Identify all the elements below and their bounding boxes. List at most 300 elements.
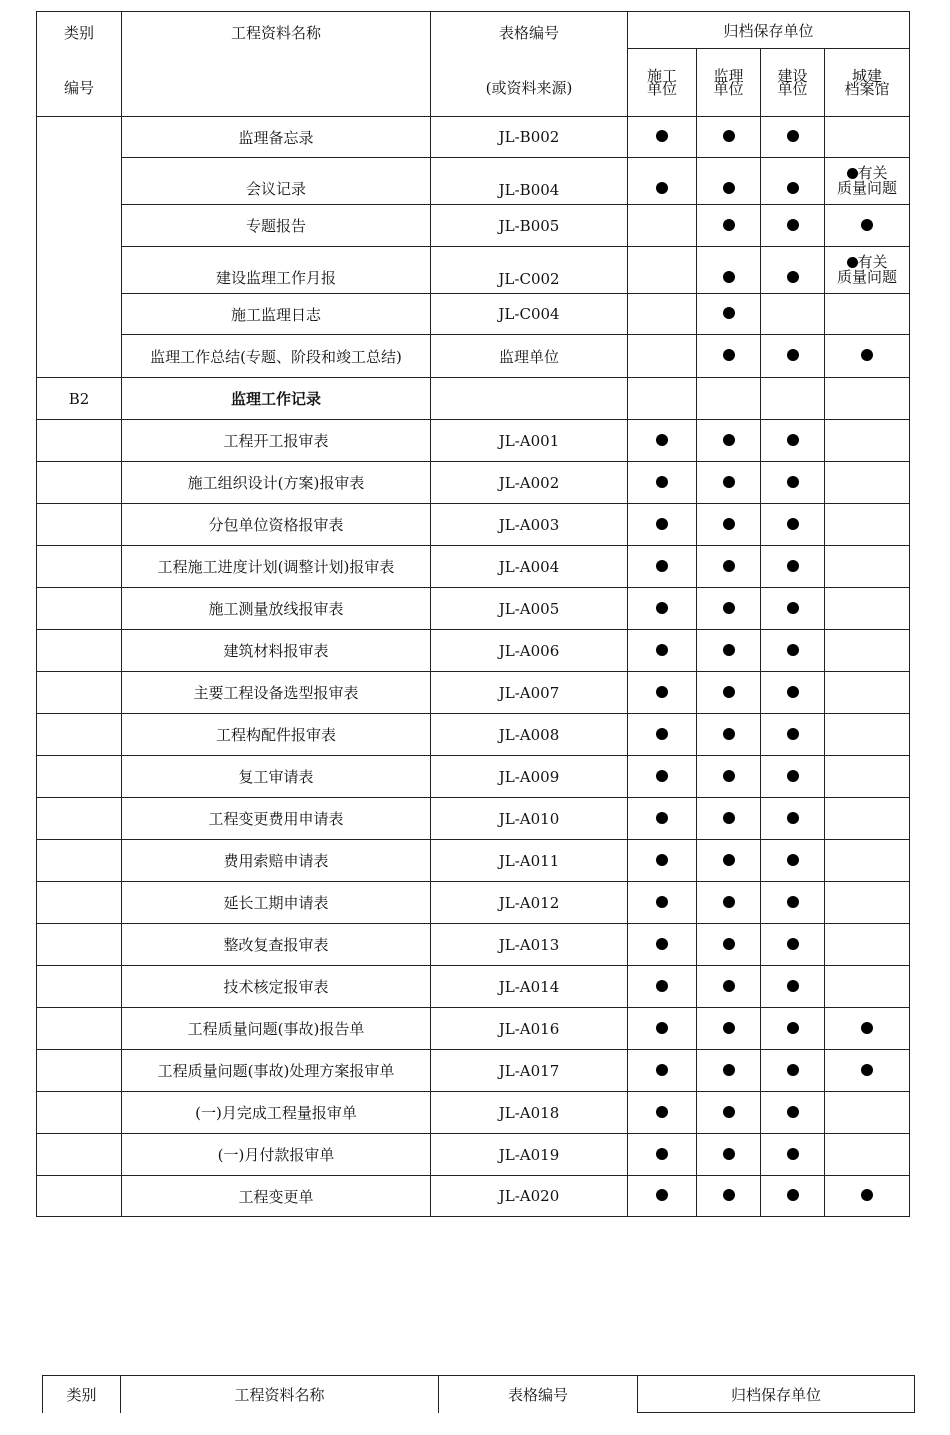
filled-circle-icon bbox=[787, 1022, 799, 1034]
filled-circle-icon bbox=[723, 182, 735, 194]
category-cell bbox=[37, 714, 122, 756]
archive-mark-cell bbox=[761, 1176, 825, 1217]
category-cell bbox=[37, 546, 122, 588]
filled-circle-icon bbox=[787, 1064, 799, 1076]
form-code-cell: JL-A001 bbox=[431, 420, 628, 462]
filled-circle-icon bbox=[787, 896, 799, 908]
next-header-category: 类别 bbox=[43, 1376, 121, 1413]
filled-circle-icon bbox=[723, 896, 735, 908]
archive-mark-cell bbox=[761, 420, 825, 462]
filled-circle-icon bbox=[787, 938, 799, 950]
archive-mark-cell bbox=[825, 546, 910, 588]
archive-mark-cell bbox=[628, 1050, 697, 1092]
archive-mark-cell bbox=[761, 798, 825, 840]
archive-mark-cell bbox=[628, 205, 697, 247]
archive-mark-cell bbox=[761, 462, 825, 504]
document-name-cell: 建筑材料报审表 bbox=[122, 630, 431, 672]
archive-mark-cell bbox=[697, 546, 761, 588]
archive-mark-cell bbox=[761, 756, 825, 798]
archive-mark-cell bbox=[697, 798, 761, 840]
next-header-archive: 归档保存单位 bbox=[638, 1376, 915, 1413]
archive-mark-cell bbox=[697, 840, 761, 882]
archive-mark-cell bbox=[825, 378, 910, 420]
filled-circle-icon bbox=[787, 349, 799, 361]
filled-circle-icon bbox=[723, 434, 735, 446]
archive-mark-cell bbox=[761, 714, 825, 756]
archive-mark-cell bbox=[697, 462, 761, 504]
filled-circle-icon bbox=[656, 1189, 668, 1201]
archive-mark-cell bbox=[761, 924, 825, 966]
filled-circle-icon bbox=[787, 770, 799, 782]
archive-mark-cell bbox=[697, 1134, 761, 1176]
filled-circle-icon bbox=[656, 602, 668, 614]
filled-circle-icon bbox=[723, 812, 735, 824]
archive-mark-cell bbox=[761, 840, 825, 882]
archive-mark-cell bbox=[825, 1092, 910, 1134]
form-code-cell: JL-A009 bbox=[431, 756, 628, 798]
filled-circle-icon bbox=[787, 854, 799, 866]
filled-circle-icon bbox=[723, 728, 735, 740]
category-cell bbox=[37, 966, 122, 1008]
filled-circle-icon bbox=[723, 644, 735, 656]
archive-mark-cell bbox=[825, 205, 910, 247]
archive-mark-cell bbox=[825, 714, 910, 756]
filled-circle-icon bbox=[723, 1064, 735, 1076]
archive-mark-cell bbox=[761, 1092, 825, 1134]
filled-circle-icon bbox=[723, 1022, 735, 1034]
filled-circle-icon bbox=[656, 728, 668, 740]
header-unit-owner bbox=[761, 49, 825, 117]
document-name-cell: (一)月完成工程量报审单 bbox=[122, 1092, 431, 1134]
document-name-cell: 工程施工进度计划(调整计划)报审表 bbox=[122, 546, 431, 588]
table-row bbox=[37, 504, 910, 546]
table-row bbox=[37, 1008, 910, 1050]
table-row bbox=[37, 714, 910, 756]
archive-mark-cell bbox=[697, 1092, 761, 1134]
form-code-cell: 监理单位 bbox=[431, 335, 628, 378]
category-cell bbox=[37, 1176, 122, 1217]
document-name-cell: 工程变更单 bbox=[122, 1176, 431, 1217]
document-name-cell: 主要工程设备选型报审表 bbox=[122, 672, 431, 714]
archive-mark-cell bbox=[761, 672, 825, 714]
archive-mark-cell bbox=[761, 205, 825, 247]
archive-mark-cell bbox=[825, 840, 910, 882]
document-name-cell: 工程构配件报审表 bbox=[122, 714, 431, 756]
filled-circle-icon bbox=[787, 602, 799, 614]
filled-circle-icon bbox=[656, 130, 668, 142]
filled-circle-icon bbox=[723, 349, 735, 361]
filled-circle-icon bbox=[787, 219, 799, 231]
filled-circle-icon bbox=[861, 349, 873, 361]
archive-mark-cell bbox=[761, 504, 825, 546]
archive-mark-cell bbox=[825, 158, 910, 205]
archive-mark-cell bbox=[761, 882, 825, 924]
filled-circle-icon bbox=[787, 130, 799, 142]
filled-circle-icon bbox=[723, 219, 735, 231]
archive-mark-cell bbox=[825, 1134, 910, 1176]
unit-label: 监理 单位 bbox=[713, 66, 744, 98]
archive-mark-cell bbox=[825, 966, 910, 1008]
archive-mark-cell bbox=[628, 247, 697, 294]
table-row bbox=[37, 1134, 910, 1176]
table-row bbox=[37, 205, 910, 247]
filled-circle-icon bbox=[723, 770, 735, 782]
archive-mark-cell bbox=[761, 158, 825, 205]
archive-mark-cell bbox=[761, 546, 825, 588]
archive-mark-cell bbox=[628, 588, 697, 630]
archive-mark-cell bbox=[697, 1176, 761, 1217]
archive-mark-cell bbox=[825, 588, 910, 630]
filled-circle-icon bbox=[656, 644, 668, 656]
archive-mark-cell bbox=[761, 1050, 825, 1092]
header-form-cell bbox=[431, 12, 628, 117]
archive-note: 有关 质量问题 bbox=[837, 253, 898, 286]
archive-mark-cell bbox=[697, 756, 761, 798]
archive-mark-cell bbox=[761, 1134, 825, 1176]
archive-mark-cell bbox=[697, 882, 761, 924]
document-name-cell: 施工测量放线报审表 bbox=[122, 588, 431, 630]
archive-table-body bbox=[37, 12, 910, 1217]
header-category-cell bbox=[37, 12, 122, 117]
document-name-cell: 监理工作总结(专题、阶段和竣工总结) bbox=[122, 335, 431, 378]
form-code-cell: JL-C002 bbox=[431, 247, 628, 294]
header-unit-archive bbox=[825, 49, 910, 117]
header-name-cell bbox=[122, 12, 431, 117]
unit-label: 施工 单位 bbox=[646, 66, 677, 98]
document-name-cell: 施工监理日志 bbox=[122, 294, 431, 335]
filled-circle-icon bbox=[656, 980, 668, 992]
archive-mark-cell bbox=[697, 335, 761, 378]
form-code-cell: JL-A006 bbox=[431, 630, 628, 672]
category-cell bbox=[37, 504, 122, 546]
filled-circle-icon bbox=[787, 728, 799, 740]
table-row bbox=[37, 117, 910, 158]
table-row bbox=[37, 1050, 910, 1092]
form-code-cell: JL-A002 bbox=[431, 462, 628, 504]
next-header-name: 工程资料名称 bbox=[121, 1376, 439, 1413]
filled-circle-icon bbox=[656, 1106, 668, 1118]
filled-circle-icon bbox=[723, 1148, 735, 1160]
archive-mark-cell bbox=[628, 1008, 697, 1050]
archive-mark-cell bbox=[697, 966, 761, 1008]
form-code-cell: JL-A003 bbox=[431, 504, 628, 546]
filled-circle-icon bbox=[787, 1148, 799, 1160]
form-code-cell: JL-B005 bbox=[431, 205, 628, 247]
archive-table bbox=[36, 11, 910, 1217]
table-row bbox=[37, 378, 910, 420]
filled-circle-icon bbox=[861, 219, 873, 231]
table-row bbox=[37, 672, 910, 714]
archive-mark-cell bbox=[761, 1008, 825, 1050]
form-code-cell: JL-C004 bbox=[431, 294, 628, 335]
filled-circle-icon bbox=[656, 896, 668, 908]
form-code-cell: JL-A014 bbox=[431, 966, 628, 1008]
archive-mark-cell bbox=[825, 335, 910, 378]
archive-mark-cell bbox=[628, 420, 697, 462]
table-row bbox=[37, 420, 910, 462]
filled-circle-icon bbox=[723, 980, 735, 992]
table-row bbox=[37, 1176, 910, 1217]
form-code-cell bbox=[431, 378, 628, 420]
header-category-label: 类别 bbox=[63, 24, 94, 42]
document-name-cell: 工程开工报审表 bbox=[122, 420, 431, 462]
table-row bbox=[37, 158, 910, 205]
archive-mark-cell bbox=[628, 462, 697, 504]
category-cell bbox=[37, 462, 122, 504]
table-row bbox=[37, 924, 910, 966]
filled-circle-icon bbox=[723, 602, 735, 614]
filled-circle-icon bbox=[656, 518, 668, 530]
archive-mark-cell bbox=[697, 630, 761, 672]
header-unit-construction bbox=[628, 49, 697, 117]
document-name-cell: 工程变更费用申请表 bbox=[122, 798, 431, 840]
archive-mark-cell bbox=[628, 966, 697, 1008]
archive-mark-cell bbox=[697, 672, 761, 714]
form-code-cell: JL-A004 bbox=[431, 546, 628, 588]
archive-mark-cell bbox=[697, 247, 761, 294]
document-name-cell: 工程质量问题(事故)报告单 bbox=[122, 1008, 431, 1050]
form-code-cell: JL-A005 bbox=[431, 588, 628, 630]
table-row bbox=[37, 630, 910, 672]
archive-mark-cell bbox=[825, 294, 910, 335]
next-header-form: 表格编号 bbox=[439, 1376, 638, 1413]
category-cell bbox=[37, 756, 122, 798]
next-page-table-header bbox=[42, 1375, 915, 1413]
filled-circle-icon bbox=[656, 812, 668, 824]
archive-mark-cell bbox=[628, 504, 697, 546]
filled-circle-icon bbox=[787, 812, 799, 824]
archive-mark-cell bbox=[628, 117, 697, 158]
filled-circle-icon bbox=[723, 686, 735, 698]
category-cell bbox=[37, 1134, 122, 1176]
filled-circle-icon bbox=[861, 1064, 873, 1076]
filled-circle-icon bbox=[723, 307, 735, 319]
unit-label: 城建 档案馆 bbox=[844, 66, 890, 98]
archive-mark-cell bbox=[761, 966, 825, 1008]
archive-mark-cell bbox=[697, 158, 761, 205]
category-cell bbox=[37, 672, 122, 714]
document-name-cell: 监理工作记录 bbox=[122, 378, 431, 420]
filled-circle-icon bbox=[787, 686, 799, 698]
form-code-cell: JL-A018 bbox=[431, 1092, 628, 1134]
archive-mark-cell bbox=[628, 158, 697, 205]
filled-circle-icon bbox=[656, 560, 668, 572]
archive-mark-cell bbox=[697, 205, 761, 247]
archive-mark-cell bbox=[697, 1008, 761, 1050]
category-cell: B2 bbox=[37, 378, 122, 420]
filled-circle-icon bbox=[723, 1189, 735, 1201]
category-cell bbox=[37, 420, 122, 462]
archive-mark-cell bbox=[761, 378, 825, 420]
document-name-cell: 工程质量问题(事故)处理方案报审单 bbox=[122, 1050, 431, 1092]
table-row bbox=[37, 1092, 910, 1134]
archive-mark-cell bbox=[825, 462, 910, 504]
form-code-cell: JL-A010 bbox=[431, 798, 628, 840]
filled-circle-icon bbox=[723, 271, 735, 283]
filled-circle-icon bbox=[787, 182, 799, 194]
form-code-cell: JL-A007 bbox=[431, 672, 628, 714]
category-cell bbox=[37, 588, 122, 630]
filled-circle-icon bbox=[656, 182, 668, 194]
form-code-cell: JL-A017 bbox=[431, 1050, 628, 1092]
archive-mark-cell bbox=[761, 630, 825, 672]
category-cell bbox=[37, 630, 122, 672]
form-code-cell: JL-A019 bbox=[431, 1134, 628, 1176]
archive-mark-cell bbox=[628, 378, 697, 420]
category-cell bbox=[37, 798, 122, 840]
filled-circle-icon bbox=[723, 476, 735, 488]
document-name-cell: 建设监理工作月报 bbox=[122, 247, 431, 294]
document-name-cell: 整改复查报审表 bbox=[122, 924, 431, 966]
archive-mark-cell bbox=[761, 335, 825, 378]
table-row bbox=[37, 462, 910, 504]
filled-circle-icon bbox=[656, 476, 668, 488]
category-cell bbox=[37, 924, 122, 966]
table-row bbox=[37, 247, 910, 294]
archive-mark-cell bbox=[825, 1008, 910, 1050]
header-unit-supervision bbox=[697, 49, 761, 117]
archive-mark-cell bbox=[628, 798, 697, 840]
filled-circle-icon bbox=[656, 938, 668, 950]
archive-mark-cell bbox=[628, 924, 697, 966]
archive-note: 有关 质量问题 bbox=[837, 164, 898, 197]
table-row bbox=[37, 294, 910, 335]
header-number-label: 编号 bbox=[63, 79, 94, 97]
filled-circle-icon bbox=[723, 560, 735, 572]
category-cell bbox=[37, 882, 122, 924]
document-name-cell: 费用索赔申请表 bbox=[122, 840, 431, 882]
document-name-cell: 会议记录 bbox=[122, 158, 431, 205]
category-cell bbox=[37, 1050, 122, 1092]
archive-mark-cell bbox=[825, 420, 910, 462]
filled-circle-icon bbox=[787, 434, 799, 446]
document-name-cell: 技术核定报审表 bbox=[122, 966, 431, 1008]
form-code-cell: JL-A008 bbox=[431, 714, 628, 756]
archive-mark-cell bbox=[697, 924, 761, 966]
archive-mark-cell bbox=[761, 588, 825, 630]
form-code-cell: JL-A016 bbox=[431, 1008, 628, 1050]
archive-mark-cell bbox=[825, 924, 910, 966]
category-cell bbox=[37, 1008, 122, 1050]
archive-mark-cell bbox=[825, 1050, 910, 1092]
filled-circle-icon bbox=[656, 770, 668, 782]
document-name-cell: 专题报告 bbox=[122, 205, 431, 247]
archive-mark-cell bbox=[697, 294, 761, 335]
filled-circle-icon bbox=[861, 1022, 873, 1034]
header-form-sub-label: (或资料来源) bbox=[485, 79, 573, 97]
archive-mark-cell bbox=[697, 420, 761, 462]
filled-circle-icon bbox=[723, 854, 735, 866]
archive-mark-cell bbox=[761, 247, 825, 294]
filled-circle-icon bbox=[787, 271, 799, 283]
archive-mark-cell bbox=[628, 1134, 697, 1176]
archive-mark-cell bbox=[825, 798, 910, 840]
archive-mark-cell bbox=[628, 335, 697, 378]
form-code-cell: JL-A012 bbox=[431, 882, 628, 924]
archive-mark-cell bbox=[697, 117, 761, 158]
filled-circle-icon bbox=[656, 1148, 668, 1160]
table-row bbox=[37, 798, 910, 840]
archive-mark-cell bbox=[697, 714, 761, 756]
archive-mark-cell bbox=[825, 756, 910, 798]
archive-mark-cell bbox=[825, 117, 910, 158]
form-code-cell: JL-B004 bbox=[431, 158, 628, 205]
archive-mark-cell bbox=[628, 756, 697, 798]
document-name-cell: 延长工期申请表 bbox=[122, 882, 431, 924]
filled-circle-icon bbox=[847, 257, 858, 268]
filled-circle-icon bbox=[723, 938, 735, 950]
header-archive-label: 归档保存单位 bbox=[628, 12, 910, 49]
filled-circle-icon bbox=[656, 686, 668, 698]
archive-mark-cell bbox=[825, 504, 910, 546]
form-code-cell: JL-A013 bbox=[431, 924, 628, 966]
archive-mark-cell bbox=[628, 882, 697, 924]
archive-mark-cell bbox=[628, 672, 697, 714]
category-cell bbox=[37, 117, 122, 378]
archive-mark-cell bbox=[697, 504, 761, 546]
form-code-cell: JL-A011 bbox=[431, 840, 628, 882]
table-row bbox=[37, 882, 910, 924]
archive-mark-cell bbox=[628, 714, 697, 756]
document-name-cell: 复工审请表 bbox=[122, 756, 431, 798]
filled-circle-icon bbox=[656, 434, 668, 446]
document-name-cell: (一)月付款报审单 bbox=[122, 1134, 431, 1176]
category-cell bbox=[37, 840, 122, 882]
archive-mark-cell bbox=[697, 1050, 761, 1092]
filled-circle-icon bbox=[787, 980, 799, 992]
filled-circle-icon bbox=[723, 130, 735, 142]
form-code-cell: JL-B002 bbox=[431, 117, 628, 158]
archive-mark-cell bbox=[825, 672, 910, 714]
document-name-cell: 施工组织设计(方案)报审表 bbox=[122, 462, 431, 504]
category-cell bbox=[37, 1092, 122, 1134]
archive-mark-cell bbox=[825, 882, 910, 924]
table-row bbox=[37, 335, 910, 378]
archive-mark-cell bbox=[628, 294, 697, 335]
archive-mark-cell bbox=[825, 247, 910, 294]
filled-circle-icon bbox=[787, 476, 799, 488]
archive-mark-cell bbox=[825, 1176, 910, 1217]
filled-circle-icon bbox=[787, 644, 799, 656]
archive-mark-cell bbox=[628, 840, 697, 882]
table-row bbox=[37, 546, 910, 588]
filled-circle-icon bbox=[656, 1022, 668, 1034]
filled-circle-icon bbox=[847, 168, 858, 179]
table-row bbox=[37, 966, 910, 1008]
archive-mark-cell bbox=[628, 1176, 697, 1217]
next-page-header-row bbox=[43, 1376, 915, 1413]
header-name-label: 工程资料名称 bbox=[230, 24, 321, 42]
header-row-1 bbox=[37, 12, 910, 49]
archive-mark-cell bbox=[628, 1092, 697, 1134]
archive-mark-cell bbox=[628, 546, 697, 588]
filled-circle-icon bbox=[787, 518, 799, 530]
header-form-label: 表格编号 bbox=[498, 24, 559, 42]
filled-circle-icon bbox=[656, 1064, 668, 1076]
archive-mark-cell bbox=[697, 378, 761, 420]
table-row bbox=[37, 588, 910, 630]
filled-circle-icon bbox=[723, 518, 735, 530]
form-code-cell: JL-A020 bbox=[431, 1176, 628, 1217]
table-row bbox=[37, 756, 910, 798]
archive-mark-cell bbox=[825, 630, 910, 672]
filled-circle-icon bbox=[787, 1106, 799, 1118]
table-row bbox=[37, 840, 910, 882]
filled-circle-icon bbox=[861, 1189, 873, 1201]
document-name-cell: 监理备忘录 bbox=[122, 117, 431, 158]
archive-mark-cell bbox=[697, 588, 761, 630]
filled-circle-icon bbox=[723, 1106, 735, 1118]
